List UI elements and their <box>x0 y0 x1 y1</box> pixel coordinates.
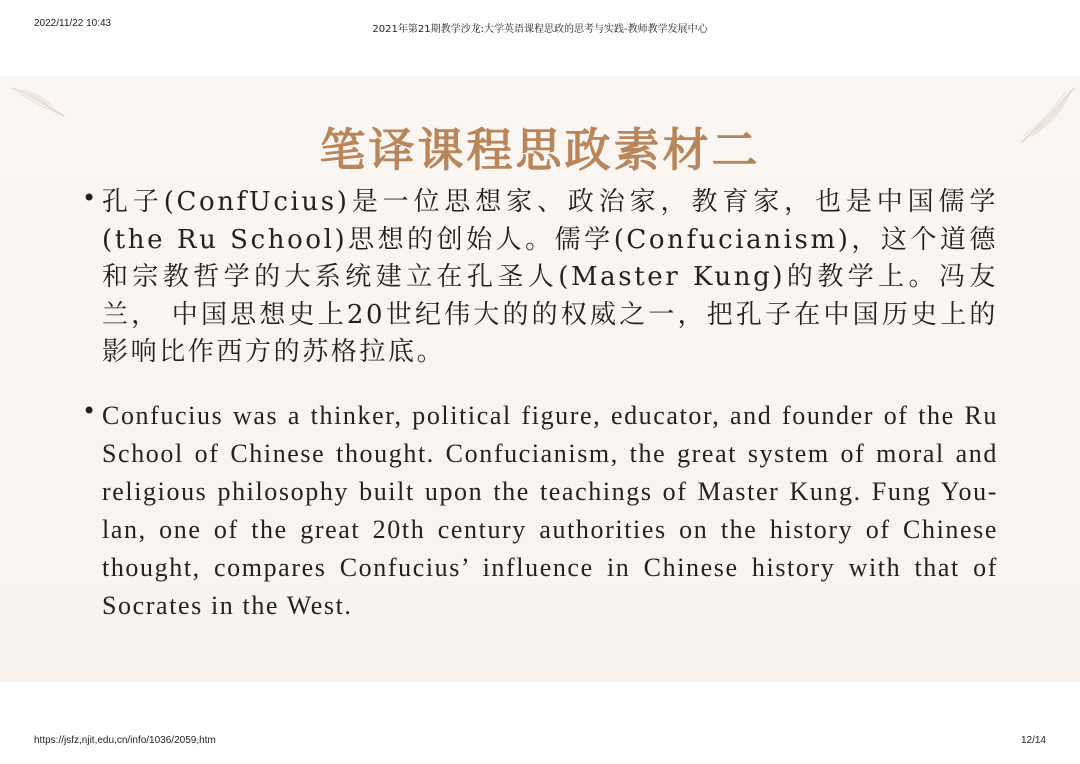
slide <box>0 76 1080 682</box>
print-page-number: 12/14 <box>1020 735 1046 746</box>
print-document-title: 2021年第21期教学沙龙:大学英语课程思政的思考与实践-教师教学发展中心 <box>372 24 708 35</box>
bullet-text: Confucius was a thinker, political figure, educator, and founder of the Ru School of Chinese thought. Confucianism, the great system of moral and religious philosophy built upon the teachings of Master Kung. Fung You-lan, one of the great 20th century authorities on the history of Chinese thought, compares Confucius’ influence in Chinese history with that of Socrates in the West. <box>102 401 998 620</box>
bullet-symbol: • <box>82 184 97 212</box>
print-datetime: 2022/11/22 10:43 <box>34 18 112 29</box>
slide-title: 笔译课程思政素材二 <box>319 123 761 177</box>
print-url: https://jsfz,njit,edu,cn/info/1036/2059,htm <box>34 735 216 746</box>
bullet-text: 孔子(ConfUcius)是一位思想家、政治家，教育家，也是中国儒学(the Ru School)思想的创始人。儒学(Confucianism)，这个道德和宗教哲学的大系统建立在孔圣人(Master Kung)的教学上。冯友兰， 中国思想史上20世纪伟大的的权威之一，把孔子在中国历史上的影响比作西方的苏格拉底。 <box>102 187 998 367</box>
bullet-chinese <box>82 184 998 372</box>
bullet-english <box>82 397 998 625</box>
bullet-symbol: • <box>82 397 97 425</box>
